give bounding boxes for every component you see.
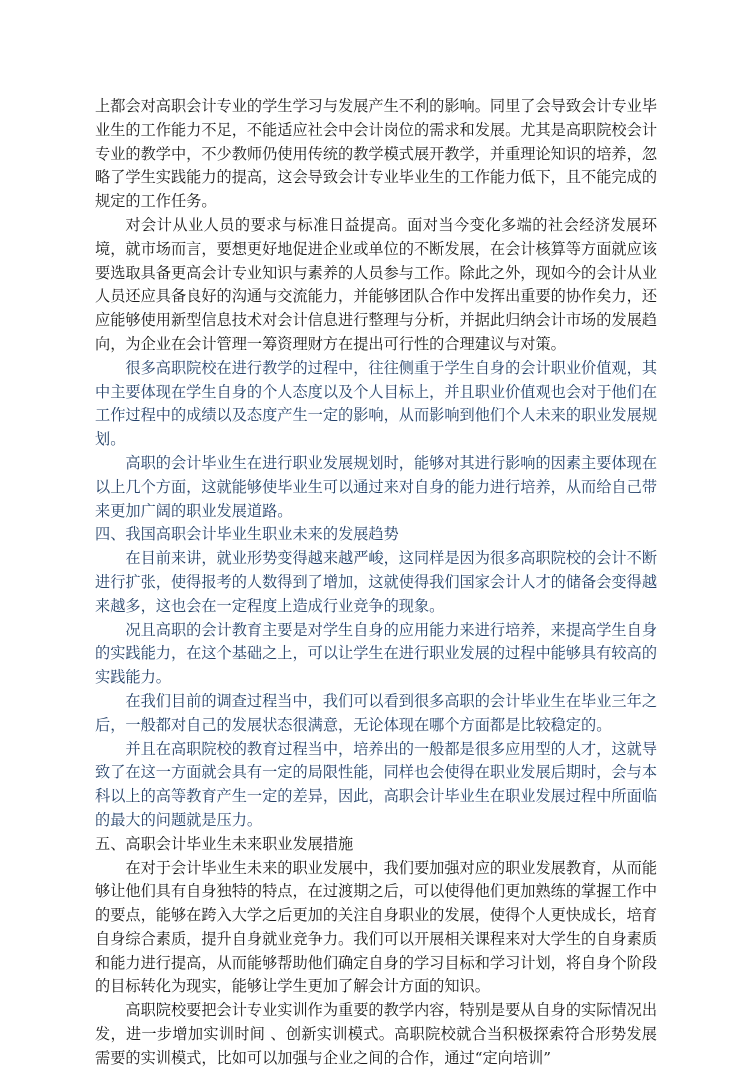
paragraph: 很多高职院校在进行教学的过程中，往往侧重于学生自身的会计职业价值观，其中主要体现在学生自身的个人态度以及个人目标上，并且职业价值观也会对于他们在工作过程中的成绩以及态度产生一定的影响，从而影响到他们个人未来的职业发展规划。: [95, 358, 657, 449]
paragraph: 并且在高职院校的教育过程当中，培养出的一般都是很多应用型的人才，这就导致了在这一方面就会具有一定的局限性能，同样也会使得在职业发展后期时，会与本科以上的高等教育产生一定的差异，因此，高职会计毕业生在职业发展过程中所面临的最大的问题就是压力。: [95, 739, 657, 829]
paragraph: 在对于会计毕业生未来的职业发展中，我们要加强对应的职业发展教育，从而能够让他们具有自身独特的特点，在过渡期之后，可以使得他们更加熟练的掌握工作中的要点，能够在跨入大学之后更加的关注自身职业的发展，使得个人更快成长，培育自身综合素质，提升自身就业竞争力。我们可以开展相关课程来对大学生的自身素质和能力进行提高，从而能够帮助他们确定自身的学习目标和学习计划，将自身个阶段的目标转化为现实，能够让学生更加了解会计方面的知识。: [95, 858, 657, 996]
paragraph: 高职的会计毕业生在进行职业发展规划时，能够对其进行影响的因素主要体现在以上几个方面，这就能够使毕业生可以通过来对自身的能力进行培养，从而给自己带来更加广阔的职业发展道路。: [95, 453, 657, 520]
paragraph: 对会计从业人员的要求与标准日益提高。面对当今变化多端的社会经济发展环境，就市场而言，要想更好地促进企业或单位的不断发展，在会计核算等方面就应该要选取具备更高会计专业知识与素养的人员参与工作。除此之外，现如今的会计从业人员还应具备良好的沟通与交流能力，并能够团队合作中发挥出重要的协作矣力，还应能够使用新型信息技术对会计信息进行整理与分析，并据此归纳会计市场的发展趋向，为企业在会计管理一筹资理财方在提出可行性的合理建议与对策。: [95, 215, 657, 353]
paragraph: 在我们目前的调查过程当中，我们可以看到很多高职的会计毕业生在毕业三年之后，一般都对自己的发展状态很满意，无论体现在哪个方面都是比较稳定的。: [95, 691, 657, 734]
paragraph: 上都会对高职会计专业的学生学习与发展产生不利的影响。同里了会导致会计专业毕业生的工作能力不足，不能适应社会中会计岗位的需求和发展。尤其是高职院校会计专业的教学中，不少教师仍使用传统的教学模式展开教学，并重理论知识的培养，忽略了学生实践能力的提高，这会导致会计专业毕业生的工作能力低下，且不能完成的规定的工作任务。: [95, 97, 657, 211]
document-body: [95, 95, 657, 1071]
section-heading: 五、高职会计毕业生未来职业发展措施: [95, 834, 354, 853]
paragraph: 况且高职的会计教育主要是对学生自身的应用能力来进行培养，来提高学生自身的实践能力，在这个基础之上，可以让学生在进行职业发展的过程中能够具有较高的实践能力。: [95, 620, 657, 687]
paragraph: 在目前来讲，就业形势变得越来越严峻，这同样是因为很多高职院校的会计不断进行扩张，使得报考的人数得到了增加，这就使得我们国家会计人才的储备会变得越来越多，这也会在一定程度上造成行业竞争的现象。: [95, 549, 657, 615]
paragraph: 高职院校要把会计专业实训作为重要的教学内容，特别是要从自身的实际情况出发，进一步增加实训时间 、创新实训模式。高职院校就合当积极探索符合形势发展需要的实训模式，比如可以加强与企业之间的合作，通过“定向培训”: [95, 1001, 657, 1067]
section-heading: 四、我国高职会计毕业生职业未来的发展趋势: [95, 525, 399, 544]
